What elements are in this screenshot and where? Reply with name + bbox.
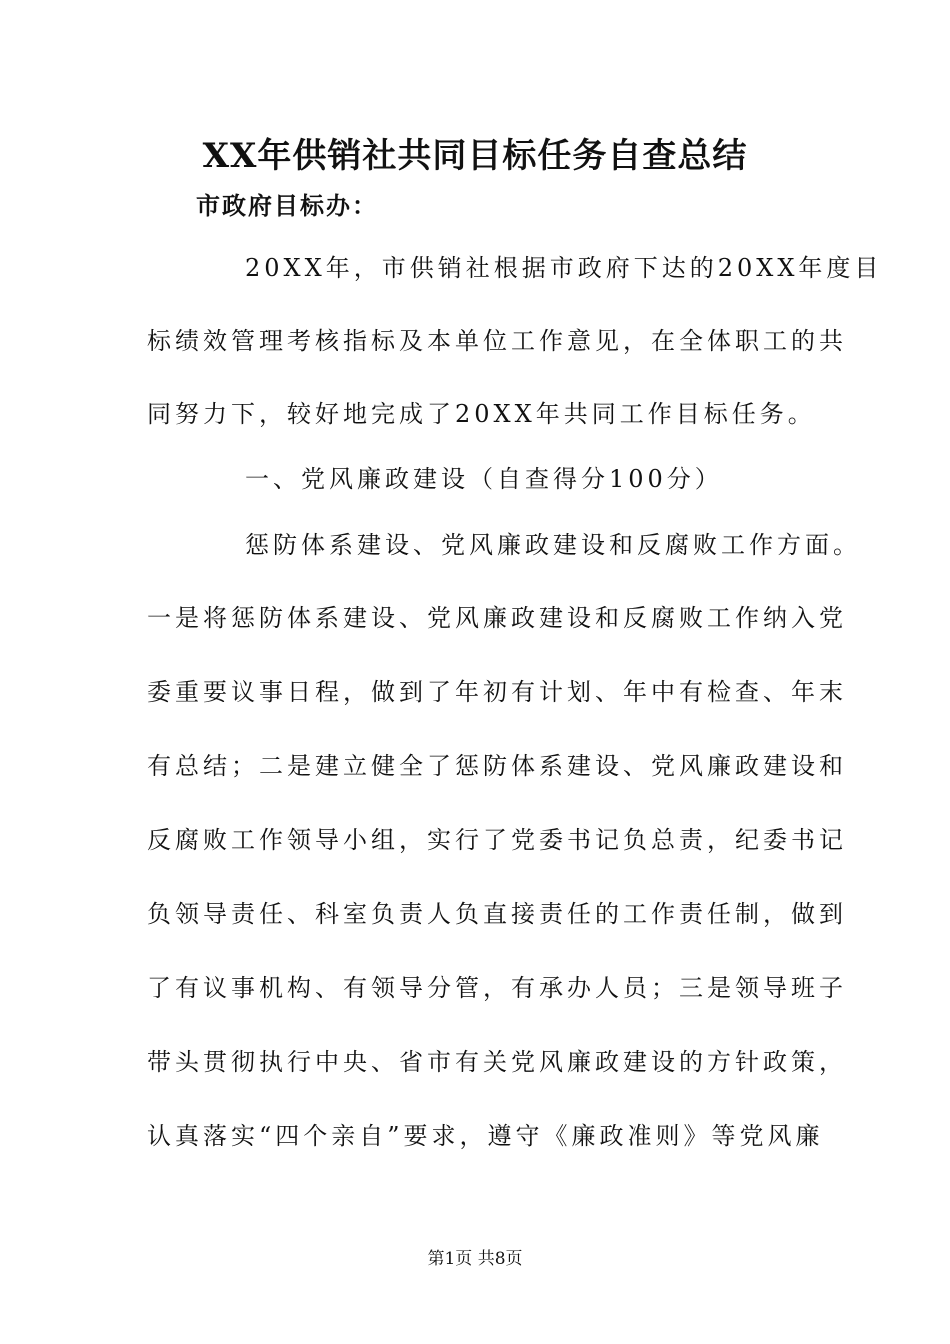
body-line: 一是将惩防体系建设、党风廉政建设和反腐败工作纳入党 — [147, 604, 847, 632]
body-line: 负领导责任、科室负责人负直接责任的工作责任制，做到 — [147, 900, 847, 928]
body-line: 有总结；二是建立健全了惩防体系建设、党风廉政建设和 — [147, 752, 847, 780]
document-title: XX年供销社共同目标任务自查总结 — [202, 136, 748, 176]
body-line: 带头贯彻执行中央、省市有关党风廉政建设的方针政策， — [147, 1048, 847, 1076]
body-line: 同努力下，较好地完成了20XX年共同工作目标任务。 — [147, 400, 816, 428]
body-line: 反腐败工作领导小组，实行了党委书记负总责，纪委书记 — [147, 826, 847, 854]
page-footer: 第1页 共8页 — [427, 1249, 523, 1269]
body-line: 20XX年，市供销社根据市政府下达的20XX年度目 — [245, 254, 883, 282]
body-line: 标绩效管理考核指标及本单位工作意见，在全体职工的共 — [147, 327, 847, 355]
body-line: 委重要议事日程，做到了年初有计划、年中有检查、年末 — [147, 678, 847, 706]
salutation: 市政府目标办： — [196, 191, 378, 220]
body-line: 了有议事机构、有领导分管，有承办人员；三是领导班子 — [147, 974, 847, 1002]
body-line: 认真落实“四个亲自”要求，遵守《廉政准则》等党风廉 — [147, 1122, 824, 1150]
section-heading: 一、党风廉政建设（自查得分100分） — [245, 465, 723, 493]
body-line: 惩防体系建设、党风廉政建设和反腐败工作方面。 — [245, 531, 861, 559]
